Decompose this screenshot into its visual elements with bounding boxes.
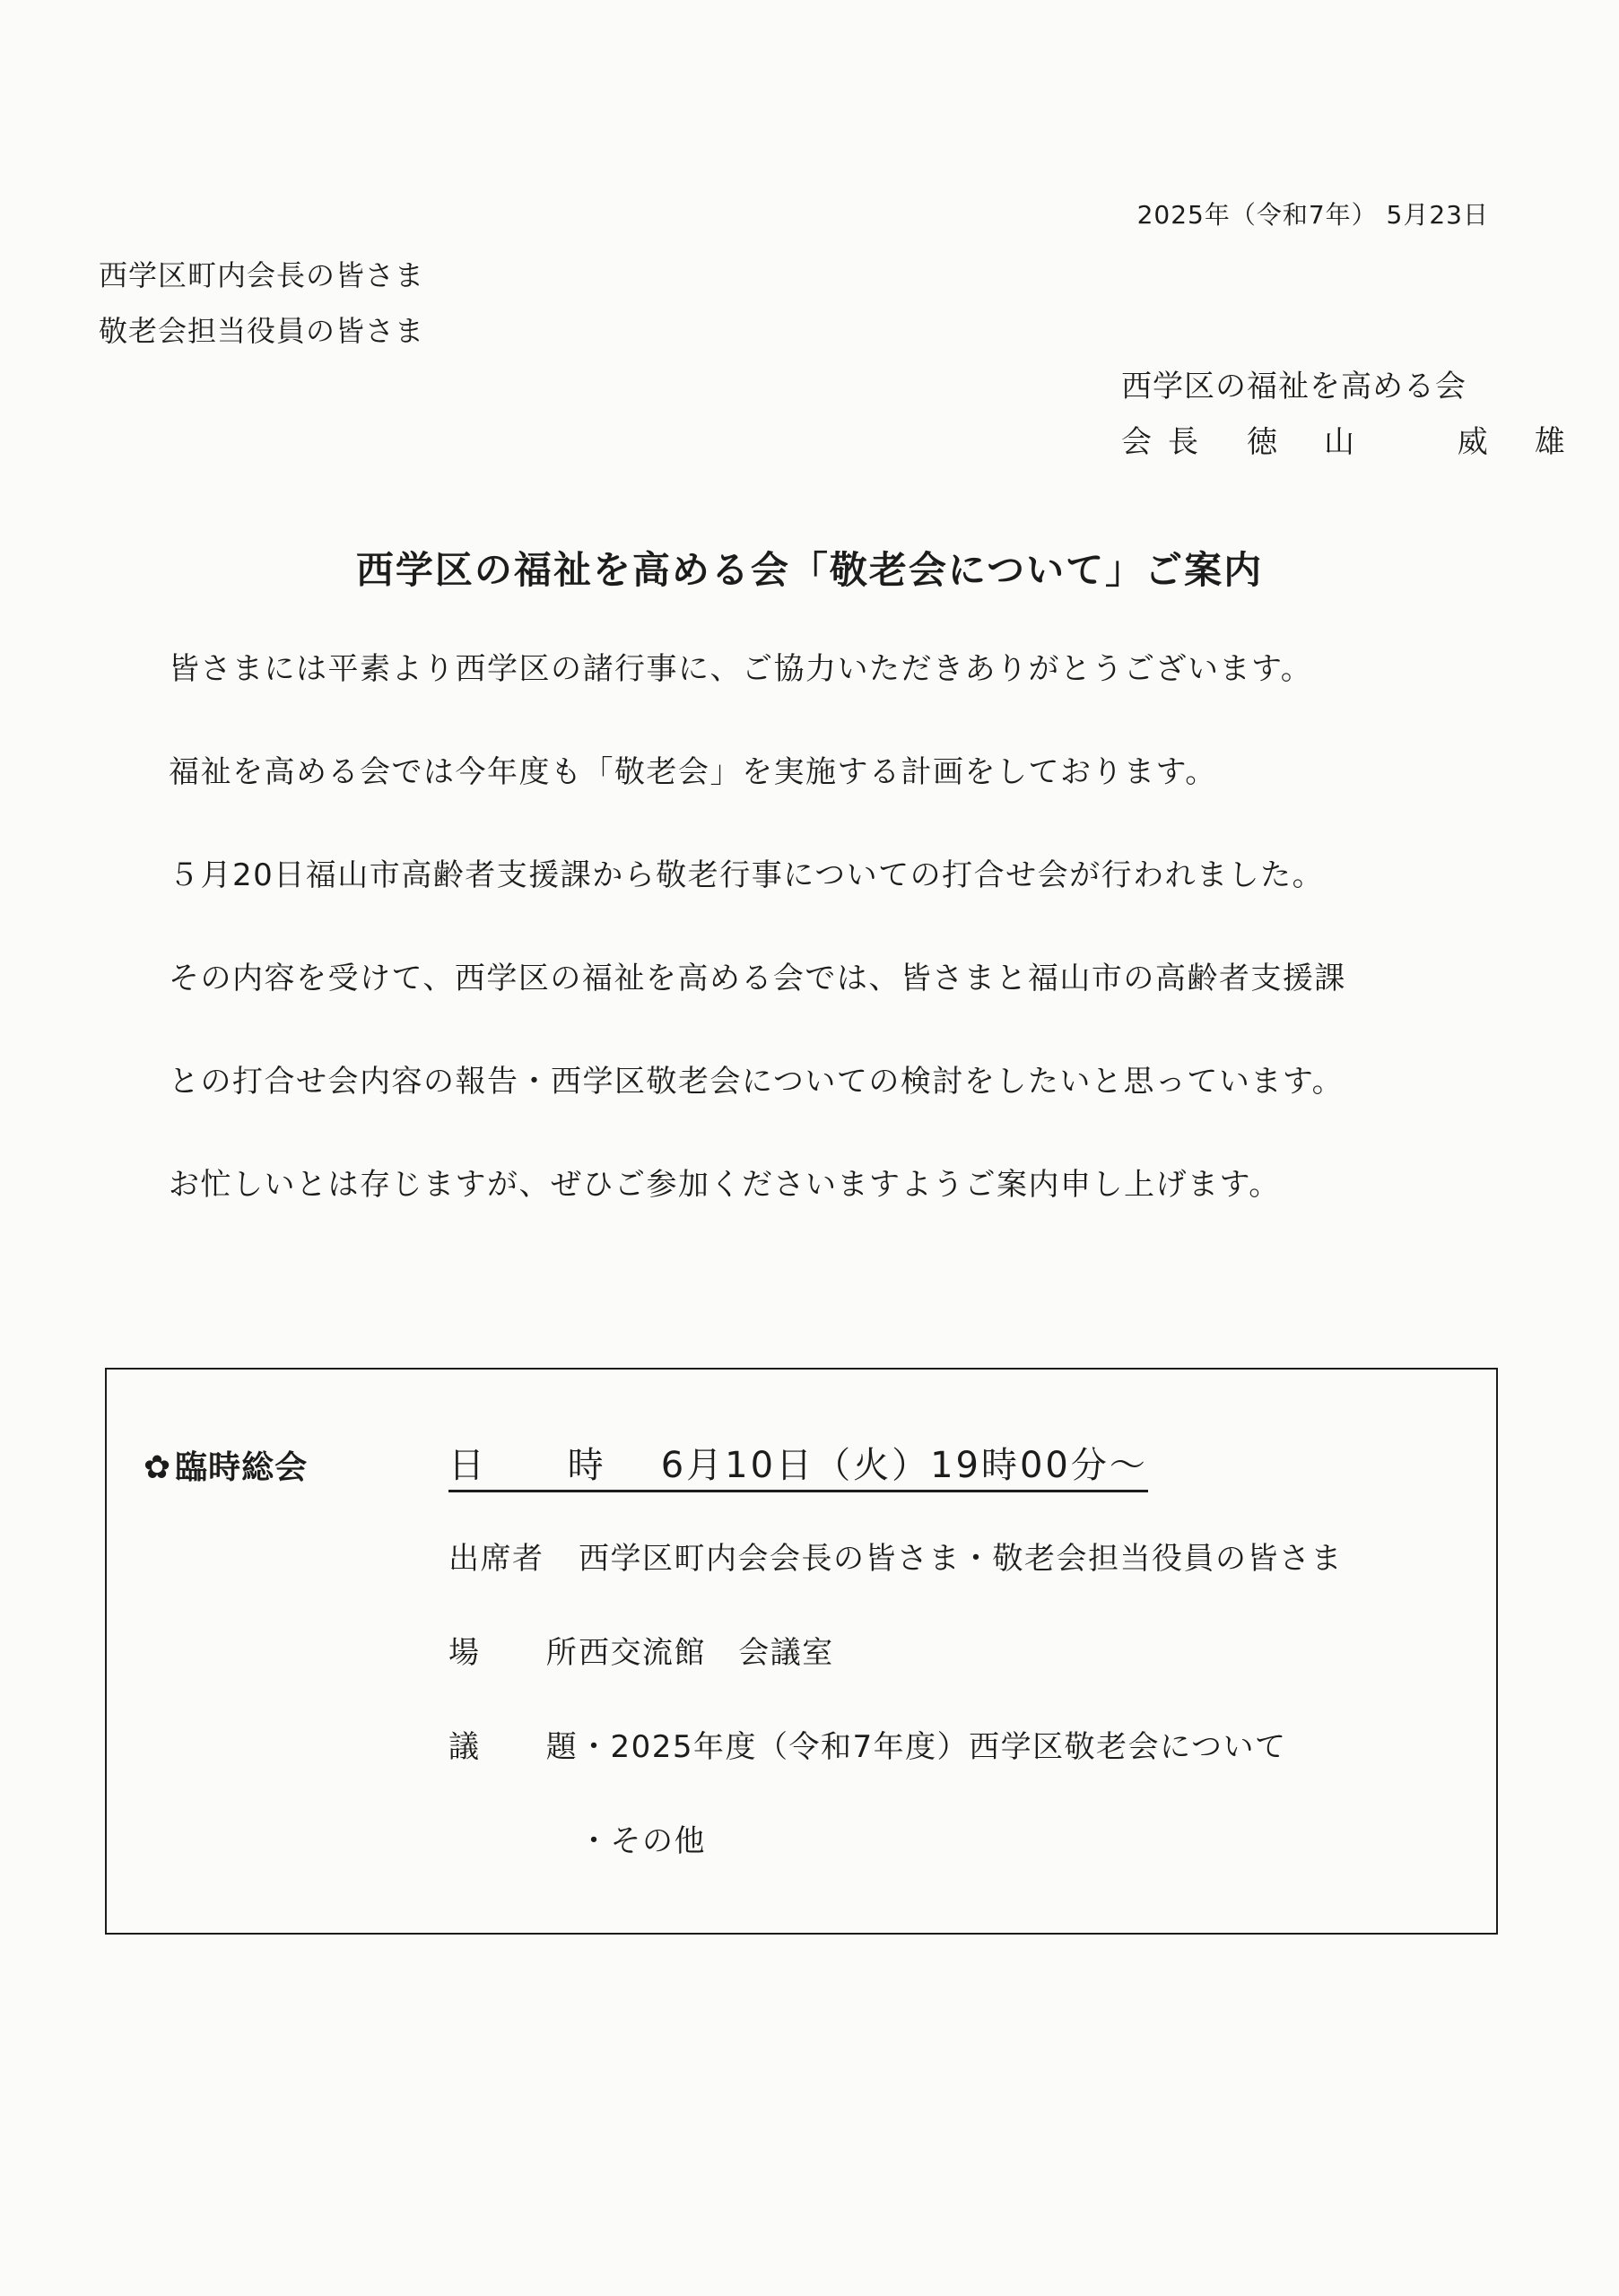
document-date: 2025年（令和7年） 5月23日 (1136, 200, 1489, 230)
meeting-datetime (448, 1437, 1148, 1492)
recipient-line: 西学区町内会長の皆さま (99, 258, 425, 292)
body-paragraph: ５月20日福山市高齢者支援課から敬老行事についての打合せ会が行われました。 (169, 857, 1325, 893)
recipient-line: 敬老会担当役員の皆さま (99, 314, 425, 348)
attendees-value: 西学区町内会会長の皆さま・敬老会担当役員の皆さま (579, 1541, 1343, 1577)
place-label: 場 所 (448, 1635, 605, 1671)
meeting-agenda (448, 1722, 1286, 1766)
meeting-label (144, 1442, 308, 1488)
document-title: 西学区の福祉を高める会「敬老会について」ご案内 (355, 548, 1264, 592)
attendees-label: 出席者 (448, 1541, 544, 1577)
sender-organization: 西学区の福祉を高める会 (1121, 369, 1467, 404)
agenda-label: 議 題 (448, 1729, 605, 1765)
body-paragraph: その内容を受けて、西学区の福祉を高める会では、皆さまと福山市の高齢者支援課 (169, 961, 1346, 996)
agenda-item: ・2025年度（令和7年度）西学区敬老会について (579, 1729, 1287, 1765)
place-value: 西交流館 会議室 (579, 1635, 834, 1671)
meeting-attendees (448, 1534, 1343, 1578)
sender-signature (1121, 417, 1612, 461)
body-paragraph: との打合せ会内容の報告・西学区敬老会についての検討をしたいと思っています。 (169, 1064, 1345, 1100)
datetime-value: 6月10日（火）19時00分～ (660, 1445, 1148, 1486)
body-paragraph: 皆さまには平素より西学区の諸行事に、ご協力いただきありがとうございます。 (169, 651, 1313, 687)
sender-name: 徳山 威雄 (1247, 424, 1612, 460)
meeting-label-text: 臨時総会 (175, 1449, 309, 1486)
body-paragraph: お忙しいとは存じますが、ぜひご参加くださいますようご案内申し上げます。 (169, 1167, 1281, 1203)
flower-icon: ✿ (144, 1449, 172, 1486)
body-paragraph: 福祉を高める会では今年度も「敬老会」を実施する計画をしております。 (169, 754, 1217, 790)
agenda-item: ・その他 (579, 1823, 706, 1859)
datetime-label: 日 時 (448, 1445, 640, 1486)
sender-title: 会長 (1121, 424, 1214, 460)
meeting-place (448, 1628, 834, 1672)
